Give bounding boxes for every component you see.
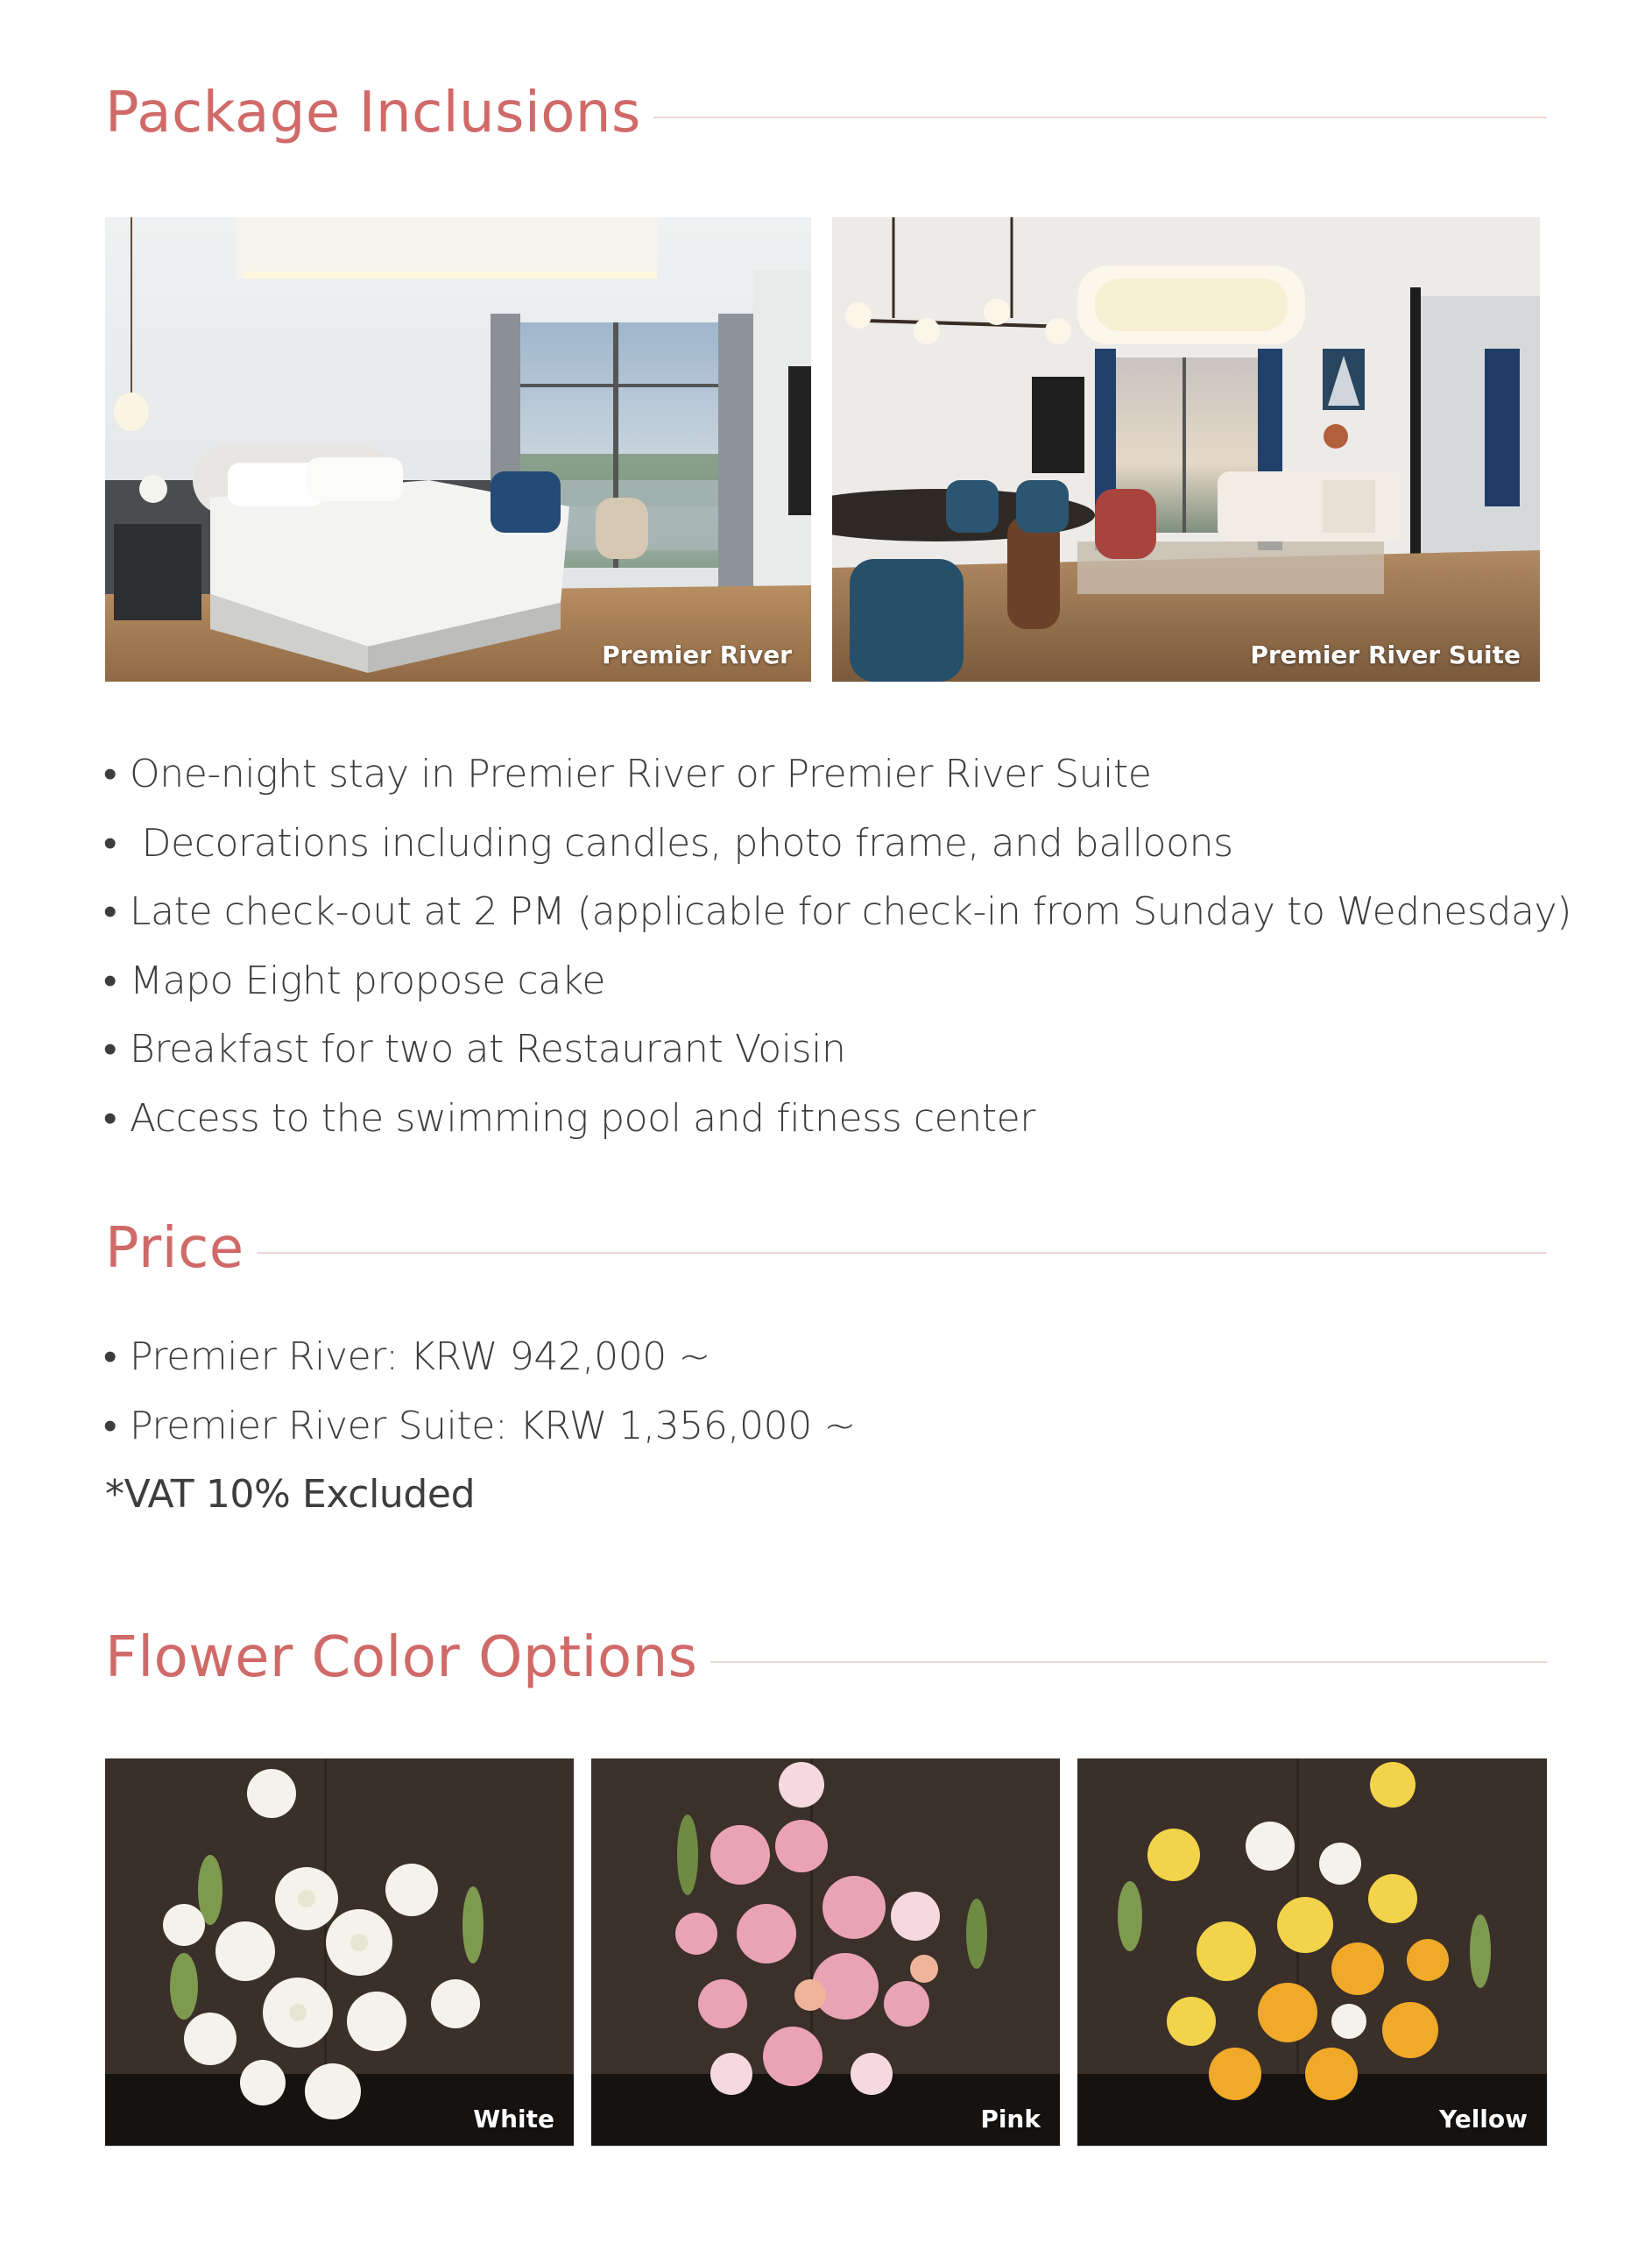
premier-river-caption: Premier River xyxy=(602,640,792,669)
white-caption: White xyxy=(473,2105,554,2133)
white-flowers-photo xyxy=(105,1758,574,2146)
flowers-heading xyxy=(105,1625,1547,1690)
inclusions-divider xyxy=(653,117,1547,118)
bullet: • xyxy=(103,1403,117,1448)
premier-river-photo xyxy=(105,217,811,682)
premier-river-suite-photo xyxy=(832,217,1540,682)
inclusions-title: Package Inclusions xyxy=(105,81,641,145)
price-list xyxy=(103,1323,856,1461)
yellow-flowers-photo xyxy=(1077,1758,1547,2146)
vat-note: *VAT 10% Excluded xyxy=(105,1472,476,1517)
list-item xyxy=(103,810,1571,879)
premier-river-suite-caption: Premier River Suite xyxy=(1250,640,1521,669)
list-item xyxy=(103,947,1571,1016)
flowers-title: Flower Color Options xyxy=(105,1625,698,1690)
list-item xyxy=(103,740,1571,810)
bullet: • xyxy=(103,1027,117,1072)
yellow-flowers-image xyxy=(1077,1758,1547,2146)
price-title: Price xyxy=(105,1216,244,1281)
pink-flowers-image xyxy=(591,1758,1060,2146)
inclusions-heading xyxy=(105,81,1547,145)
price-divider xyxy=(257,1252,1547,1254)
price-text: Premier River: KRW 942,000 ~ xyxy=(130,1334,710,1379)
list-item xyxy=(103,1085,1571,1154)
premier-river-suite-image xyxy=(832,217,1540,682)
bullet: • xyxy=(103,889,117,934)
list-item xyxy=(103,1392,856,1461)
pink-flowers-photo xyxy=(591,1758,1060,2146)
inclusion-text: Breakfast for two at Restaurant Voisin xyxy=(130,1027,846,1072)
pink-caption: Pink xyxy=(980,2105,1041,2133)
inclusion-text: Access to the swimming pool and fitness center xyxy=(130,1095,1035,1141)
bullet: • xyxy=(103,958,117,1003)
yellow-caption: Yellow xyxy=(1439,2105,1528,2133)
bullet: • xyxy=(103,1095,117,1141)
price-heading xyxy=(105,1216,1547,1281)
list-item xyxy=(103,1015,1571,1085)
inclusions-list xyxy=(103,740,1571,1153)
inclusion-text: One-night stay in Premier River or Premier River Suite xyxy=(130,752,1152,796)
bullet: • xyxy=(103,752,117,796)
list-item xyxy=(103,878,1571,947)
premier-river-image xyxy=(105,217,811,682)
price-text: Premier River Suite: KRW 1,356,000 ~ xyxy=(130,1403,856,1448)
inclusion-text: Mapo Eight propose cake xyxy=(130,958,606,1003)
white-flowers-image xyxy=(105,1758,574,2146)
inclusion-text: Decorations including candles, photo frame, and balloons xyxy=(130,820,1233,866)
bullet: • xyxy=(103,1334,117,1379)
list-item xyxy=(103,1323,856,1392)
inclusion-text: Late check-out at 2 PM (applicable for check-in from Sunday to Wednesday) xyxy=(130,889,1571,934)
flowers-divider xyxy=(710,1661,1548,1663)
bullet: • xyxy=(103,820,117,866)
